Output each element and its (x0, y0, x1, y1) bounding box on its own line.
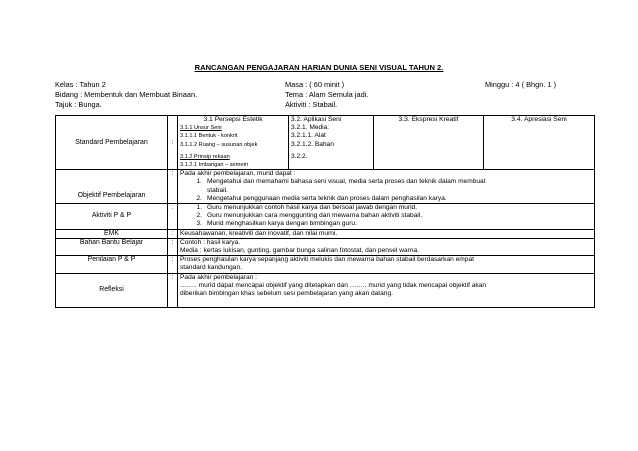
refleksi-line: diberikan bimbingan khas sebelum sesi pembelajaran yang akan datang. (180, 290, 393, 298)
ekspresi-heading: 3.3. Ekspresi Kreatif (398, 116, 459, 123)
bbb-label: Bahan Bantu Belajar (56, 238, 168, 255)
refleksi-line: Pada akhir pembelajaran : (180, 273, 257, 281)
header-bidang: Bidang : Membentuk dan Membuat Binaan. (55, 90, 198, 99)
bbb-row (56, 238, 595, 255)
estetik-heading: 3.1 Persepsi Estetik (203, 116, 263, 123)
header-kelas: Kelas : Tahun 2 (55, 80, 106, 89)
colon: : (168, 170, 178, 204)
refleksi-content (178, 273, 595, 307)
aktiviti-item: 3. Murid menghasilkan karya dengan bimbingan guru. (196, 220, 357, 228)
penilaian-label: Penilaian P & P (56, 256, 168, 273)
aplikasi-line: 3.2.1. Media: (291, 124, 330, 132)
emk-content: Keusahawanan, kreativiti dan inovatif, dan nilai murni. (178, 229, 595, 238)
colon: : (168, 204, 178, 230)
refleksi-row (56, 273, 595, 307)
aktiviti-content (178, 204, 595, 230)
objektif-item: 1. Mengetahui dan memahami bahasa seni visual, media serta proses dan teknik dalam membuat (196, 178, 486, 186)
objektif-content (178, 170, 595, 204)
standard-col-ekspresi (374, 116, 484, 170)
header-masa: Masa : ( 60 minit ) (285, 80, 345, 89)
estetik-line: 3.1.2.1 Imbangan – semetri (180, 162, 249, 169)
aplikasi-heading: 3.2. Aplikasi Seni (291, 116, 342, 123)
header-aktiviti: Aktiviti : Stabail. (285, 100, 338, 109)
aktiviti-item: 1. Guru menunjukkan contoh hasil karya dan bersoal jawab dengan murid. (196, 204, 418, 212)
standard-col-estetik (178, 116, 289, 170)
objektif-label: Objektif Pembelajaran (56, 170, 168, 204)
bbb-line: Media : kertas lukisan, gunting, gambar bunga salinan fotostat, dan pensel warna. (180, 247, 419, 255)
standard-row (56, 116, 595, 170)
apresiasi-heading: 3.4. Apresiasi Seni (511, 116, 567, 123)
colon: : (168, 273, 178, 307)
standard-label: Standard Pembelajaran (56, 116, 168, 170)
header-tema: Tema : Alam Semula jadi. (285, 90, 369, 99)
estetik-line: 3.1.1.1 Bentuk - konkrit (180, 133, 238, 140)
estetik-line: 3.1.1 Unsur Seni (180, 125, 222, 132)
standard-col-aplikasi (289, 116, 374, 170)
bbb-content (178, 238, 595, 255)
aplikasi-line: 3.2.1.2. Bahan (291, 140, 334, 148)
colon: : (168, 238, 178, 255)
standard-col-apresiasi (484, 116, 595, 170)
penilaian-content (178, 256, 595, 273)
colon: : (168, 116, 178, 170)
bbb-line: Contoh : hasil karya. (180, 238, 241, 246)
aplikasi-line: 3.2.2. (291, 152, 308, 160)
penilaian-row (56, 256, 595, 273)
objektif-row (56, 170, 595, 204)
emk-row (56, 229, 595, 238)
penilaian-line: standard kandungan. (180, 264, 242, 272)
estetik-line: 3.1.2 Prinsip rekaan (180, 153, 230, 160)
refleksi-line: …….. murid dapat mencapai objektif yang ditetapkan dan …….. murid yang tidak mencapai objektif akan (180, 281, 487, 289)
document-title: RANCANGAN PENGAJARAN HARIAN DUNIA SENI VISUAL TAHUN 2. (194, 63, 444, 72)
colon: : (168, 229, 178, 238)
refleksi-label: Refleksi (56, 273, 168, 307)
aktiviti-row (56, 204, 595, 230)
objektif-intro: Pada akhir pembelajaran, murid dapat : (180, 170, 296, 178)
penilaian-line: Proses penghasilan karya sepanjang aktiviti melukis dan mewarna bahan stabail berdasarkan empat (180, 256, 474, 264)
aplikasi-line: 3.2.1.1. Alat (291, 132, 326, 140)
objektif-item-cont: stabail. (207, 186, 228, 194)
lesson-plan-table (55, 115, 595, 308)
estetik-line: 3.1.1.2 Ruang – susunan objek (180, 141, 258, 148)
objektif-item: 2. Mengetahui penggunaan media serta teknik dan proses dalam penghasilan karya. (196, 194, 447, 202)
emk-label: EMK (56, 229, 168, 238)
header-minggu: Minggu : 4 ( Bhgn. 1 ) (485, 80, 557, 89)
header-tajuk: Tajuk : Bunga. (55, 100, 102, 109)
colon: : (168, 256, 178, 273)
aktiviti-label: Aktiviti P & P (56, 204, 168, 230)
aktiviti-item: 2. Guru menunjukkan cara menggunting dan mewarna bahan aktiviti stabail. (196, 212, 423, 220)
